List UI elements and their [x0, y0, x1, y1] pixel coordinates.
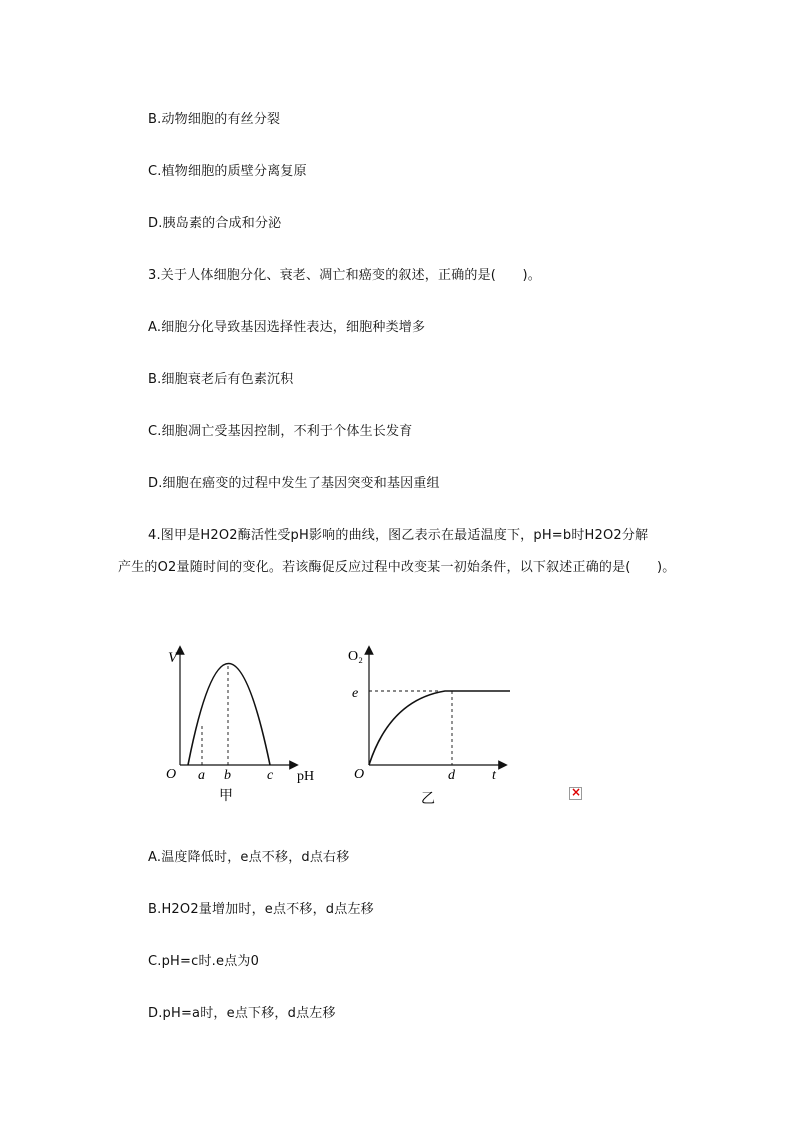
q4-option-d: D.pH=a时，e点下移，d点左移: [148, 1006, 336, 1021]
yi-y-label: O₂: [348, 649, 363, 664]
graph-yi: [348, 649, 510, 807]
q3-option-d: D.细胞在癌变的过程中发生了基因突变和基因重组: [148, 476, 440, 491]
q2-option-c: C.植物细胞的质壁分离复原: [148, 164, 307, 179]
jia-y-label: V: [168, 650, 178, 666]
q4-option-c: C.pH=c时.e点为0: [148, 954, 260, 969]
q4-option-a: A.温度降低时，e点不移，d点右移: [148, 850, 350, 865]
enzyme-figure: [160, 640, 600, 812]
q3-option-c: C.细胞凋亡受基因控制，不利于个体生长发育: [148, 424, 413, 439]
enzyme-figure-svg: [160, 640, 600, 812]
q4-stem-line1: 4.图甲是H2O2酶活性受pH影响的曲线，图乙表示在最适温度下，pH=b时H2O2分解: [148, 528, 649, 543]
yi-x-label: t: [492, 768, 496, 783]
q4-stem-line2: 产生的O2量随时间的变化。若该酶促反应过程中改变某一初始条件，以下叙述正确的是( )。: [118, 560, 676, 575]
q3-option-a: A.细胞分化导致基因选择性表达，细胞种类增多: [148, 320, 426, 335]
q3-option-b: B.细胞衰老后有色素沉积: [148, 372, 294, 387]
yi-tick-d: d: [448, 768, 455, 783]
jia-x-label: pH: [297, 769, 315, 784]
yi-tick-e: e: [352, 686, 359, 701]
yi-origin: O: [354, 767, 365, 782]
q4-option-b: B.H2O2量增加时，e点不移，d点左移: [148, 902, 374, 917]
jia-tick-b: b: [224, 768, 231, 783]
broken-image-icon: ×: [571, 785, 582, 799]
yi-o2-curve: [369, 691, 510, 765]
graph-jia: [166, 650, 314, 804]
q2-option-d: D.胰岛素的合成和分泌: [148, 216, 282, 231]
jia-caption: 甲: [219, 789, 233, 804]
jia-activity-curve: [188, 664, 270, 766]
jia-tick-a: a: [198, 768, 205, 783]
jia-tick-c: c: [267, 768, 274, 783]
jia-origin: O: [166, 767, 177, 782]
yi-caption: 乙: [421, 792, 435, 807]
q2-option-b: B.动物细胞的有丝分裂: [148, 112, 281, 127]
q3-stem: 3.关于人体细胞分化、衰老、凋亡和癌变的叙述，正确的是( )。: [148, 268, 541, 283]
